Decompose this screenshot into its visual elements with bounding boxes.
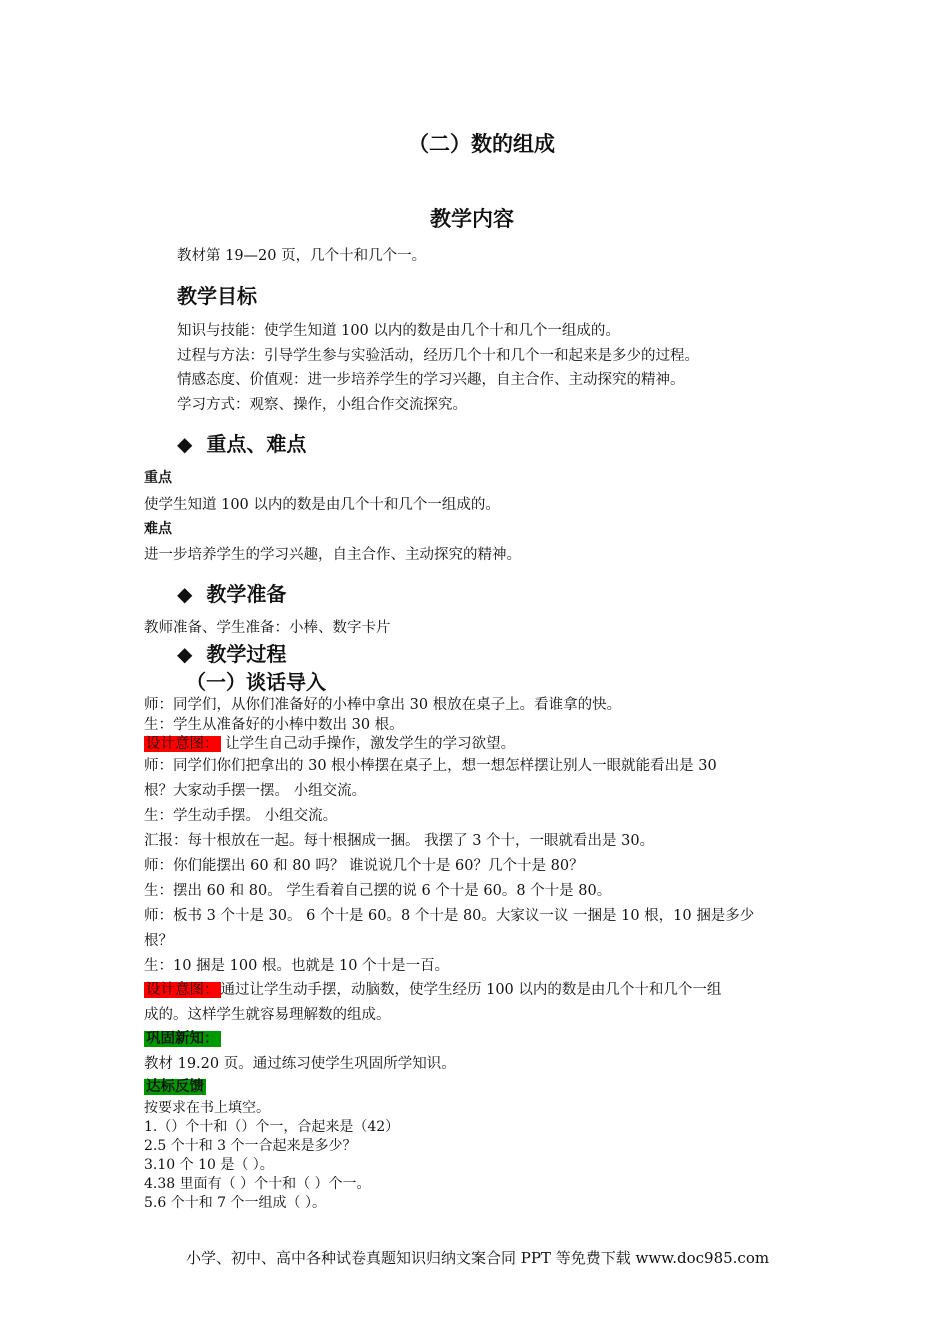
exercise-item: 1.（）个十和（）个一，合起来是（42） bbox=[144, 1119, 400, 1135]
dialog-line: 师：同学们，从你们准备好的小棒中拿出 30 根放在桌子上。看谁拿的快。 bbox=[144, 697, 622, 713]
page-title: （二）数的组成 bbox=[408, 132, 555, 156]
prep-text: 教师准备、学生准备：小棒、数字卡片 bbox=[144, 620, 391, 636]
feedback-intro: 按要求在书上填空。 bbox=[144, 1100, 270, 1116]
consolidate-tag: 巩固新知： bbox=[146, 1031, 219, 1047]
goal-line: 学习方式：观察、操作，小组合作交流探究。 bbox=[177, 397, 467, 413]
exercise-item: 3.10 个 10 是（ ）。 bbox=[144, 1157, 274, 1173]
page-footer: 小学、初中、高中各种试卷真题知识归纳文案合同 PPT 等免费下载 www.doc985.com bbox=[186, 1249, 770, 1267]
goal-line: 情感态度、价值观：进一步培养学生的学习兴趣，自主合作、主动探究的精神。 bbox=[177, 372, 685, 388]
key-text: 使学生知道 100 以内的数是由几个十和几个一组成的。 bbox=[144, 497, 500, 513]
key-label: 重点 bbox=[144, 470, 172, 486]
dialog-line: 生：10 捆是 100 根。也就是 10 个十是一百。 bbox=[144, 958, 450, 974]
content-heading: 教学内容 bbox=[430, 207, 514, 231]
diamond-bullet-icon: ◆ bbox=[177, 642, 193, 666]
diamond-bullet-icon: ◆ bbox=[177, 582, 193, 606]
dialog-line: 师：你们能摆出 60 和 80 吗？ 谁说说几个十是 60？几个十是 80？ bbox=[144, 858, 584, 874]
design-intent-text: 让学生自己动手操作，激发学生的学习欲望。 bbox=[225, 736, 516, 752]
difficulty-text: 进一步培养学生的学习兴趣，自主合作、主动探究的精神。 bbox=[144, 547, 521, 563]
dialog-line: 师：板书 3 个十是 30。 6 个十是 60。8 个十是 80。大家议一议 一捆是 10 根，10 捆是多少 bbox=[144, 908, 755, 924]
dialog-line: 汇报：每十根放在一起。每十根捆成一捆。 我摆了 3 个十，一眼就看出是 30。 bbox=[144, 833, 655, 849]
exercise-item: 5.6 个十和 7 个一组成（ ）。 bbox=[144, 1195, 326, 1211]
process-heading bbox=[177, 638, 286, 667]
content-text: 教材第 19—20 页，几个十和几个一。 bbox=[177, 248, 427, 264]
exercise-item: 2.5 个十和 3 个一合起来是多少？ bbox=[144, 1138, 357, 1154]
design-intent-2 bbox=[144, 978, 721, 999]
design-intent-text: 通过让学生动手摆，动脑数，使学生经历 100 以内的数是由几个十和几个一组 bbox=[220, 982, 722, 998]
dialog-line: 根？ bbox=[144, 933, 173, 949]
design-intent-tag: 设计意图： bbox=[146, 736, 219, 752]
consolidate-tag-line bbox=[144, 1027, 221, 1048]
dialog-line: 师：同学们你们把拿出的 30 根小棒摆在桌子上，想一想怎样摆让别人一眼就能看出是 30 bbox=[144, 758, 717, 774]
exercise-item: 4.38 里面有（ ）个十和（ ）个一。 bbox=[144, 1176, 371, 1192]
goal-line: 过程与方法：引导学生参与实验活动，经历几个十和几个一和起来是多少的过程。 bbox=[177, 348, 699, 364]
dialog-line: 生：学生动手摆。 小组交流。 bbox=[144, 808, 338, 824]
dialog-line: 生：摆出 60 和 80。 学生看着自己摆的说 6 个十是 60。8 个十是 80。 bbox=[144, 883, 612, 899]
difficulty-label: 难点 bbox=[144, 521, 172, 537]
goals-heading: 教学目标 bbox=[177, 284, 257, 308]
process-heading-text: 教学过程 bbox=[206, 642, 287, 666]
goal-line: 知识与技能：使学生知道 100 以内的数是由几个十和几个一组成的。 bbox=[177, 323, 620, 339]
design-intent-tag: 设计意图： bbox=[146, 982, 219, 998]
consolidate-text: 教材 19.20 页。通过练习使学生巩固所学知识。 bbox=[144, 1056, 456, 1072]
design-intent-1 bbox=[144, 732, 515, 753]
key-heading bbox=[177, 428, 306, 457]
dialog-line: 生：学生从准备好的小棒中数出 30 根。 bbox=[144, 717, 404, 733]
design-intent-2-cont: 成的。这样学生就容易理解数的组成。 bbox=[144, 1007, 391, 1023]
key-heading-text: 重点、难点 bbox=[206, 432, 307, 456]
feedback-tag: 达标反馈 bbox=[146, 1079, 204, 1095]
diamond-bullet-icon: ◆ bbox=[177, 432, 193, 456]
feedback-tag-line bbox=[144, 1075, 206, 1096]
prep-heading-text: 教学准备 bbox=[206, 582, 287, 606]
dialog-line: 根？大家动手摆一摆。 小组交流。 bbox=[144, 783, 367, 799]
part1-heading: （一）谈话导入 bbox=[186, 670, 326, 694]
prep-heading bbox=[177, 578, 286, 607]
